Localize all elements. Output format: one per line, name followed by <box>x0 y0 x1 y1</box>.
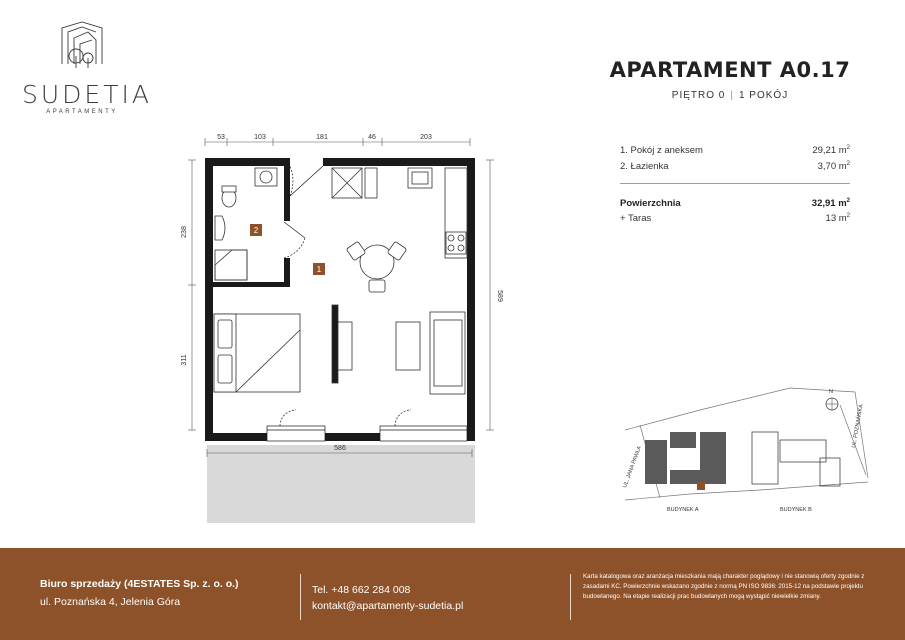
dim-label: 181 <box>316 134 328 141</box>
separator: | <box>730 90 734 101</box>
room-label: 1. Pokój z aneksem <box>620 145 703 156</box>
dim-label: 586 <box>334 445 346 452</box>
dim-label: 311 <box>181 354 188 366</box>
email-link[interactable]: kontakt@apartamenty-sudetia.pl <box>312 600 464 612</box>
dim-label: 589 <box>496 290 503 302</box>
street-label: UL. JANA PAWŁA <box>622 445 643 489</box>
apartment-subtitle <box>600 90 860 101</box>
divider <box>570 574 571 620</box>
room-tag-label: 2 <box>253 226 259 235</box>
walls <box>205 158 475 441</box>
building-label: BUDYNEK A <box>667 507 699 513</box>
divider <box>300 574 301 620</box>
room-area: 29,21 $m^2$ <box>812 145 850 157</box>
phone-link[interactable]: Tel. +48 662 284 008 <box>312 584 411 596</box>
floor-plan <box>160 125 520 525</box>
street-label: UL. POZNAŃSKA <box>851 403 865 449</box>
floor-label: PIĘTRO 0 <box>671 90 726 101</box>
apartment-marker <box>697 482 705 490</box>
disclaimer-text: Karta katalogowa oraz aranżacja mieszkania mają charakter poglądowy i nie stanowią oferty zgodnie z zasadami KC. Powierzchnie wskazano zgodnie z normą PN ISO 9836: 2015-12 na podstawie projektu budowlanego. Na etapie realizacji prac budowlanych mogą wystąpić niewielkie zmiany. <box>583 573 865 600</box>
table-divider <box>620 183 850 184</box>
terrace-value: 13 $m^2$ <box>825 213 850 225</box>
room-label: 2. Łazienka <box>620 161 669 172</box>
rooms-count: 1 POKÓJ <box>738 90 789 101</box>
building-label: BUDYNEK B <box>780 507 812 513</box>
brand-name: SUDETIA <box>22 80 152 109</box>
terrace-area <box>207 445 475 523</box>
room-row <box>620 161 850 172</box>
dim-label: 203 <box>420 134 432 141</box>
terrace-label: + Taras <box>620 213 652 224</box>
brand-subtitle: APARTAMENTY <box>46 109 118 115</box>
office-title: Biuro sprzedaży (4ESTATES Sp. z. o. o.) <box>40 578 239 590</box>
office-address: ul. Poznańska 4, Jelenia Góra <box>40 596 181 608</box>
dim-label: 53 <box>217 134 225 141</box>
total-area-row <box>620 198 850 209</box>
dim-label: 46 <box>368 134 376 141</box>
terrace-row <box>620 213 850 224</box>
room-row <box>620 145 850 156</box>
room-area: 3,70 $m^2$ <box>817 161 850 173</box>
dim-label: 238 <box>181 226 188 238</box>
room-tag-label: 1 <box>316 265 322 274</box>
apartment-title: APARTAMENT A0.17 <box>609 58 851 82</box>
north-label: N <box>829 389 833 395</box>
dim-label: 103 <box>254 134 266 141</box>
total-area-label: Powierzchnia <box>620 198 681 209</box>
site-map <box>620 380 870 515</box>
total-area-value: 32,91 $m^2$ <box>811 198 850 210</box>
